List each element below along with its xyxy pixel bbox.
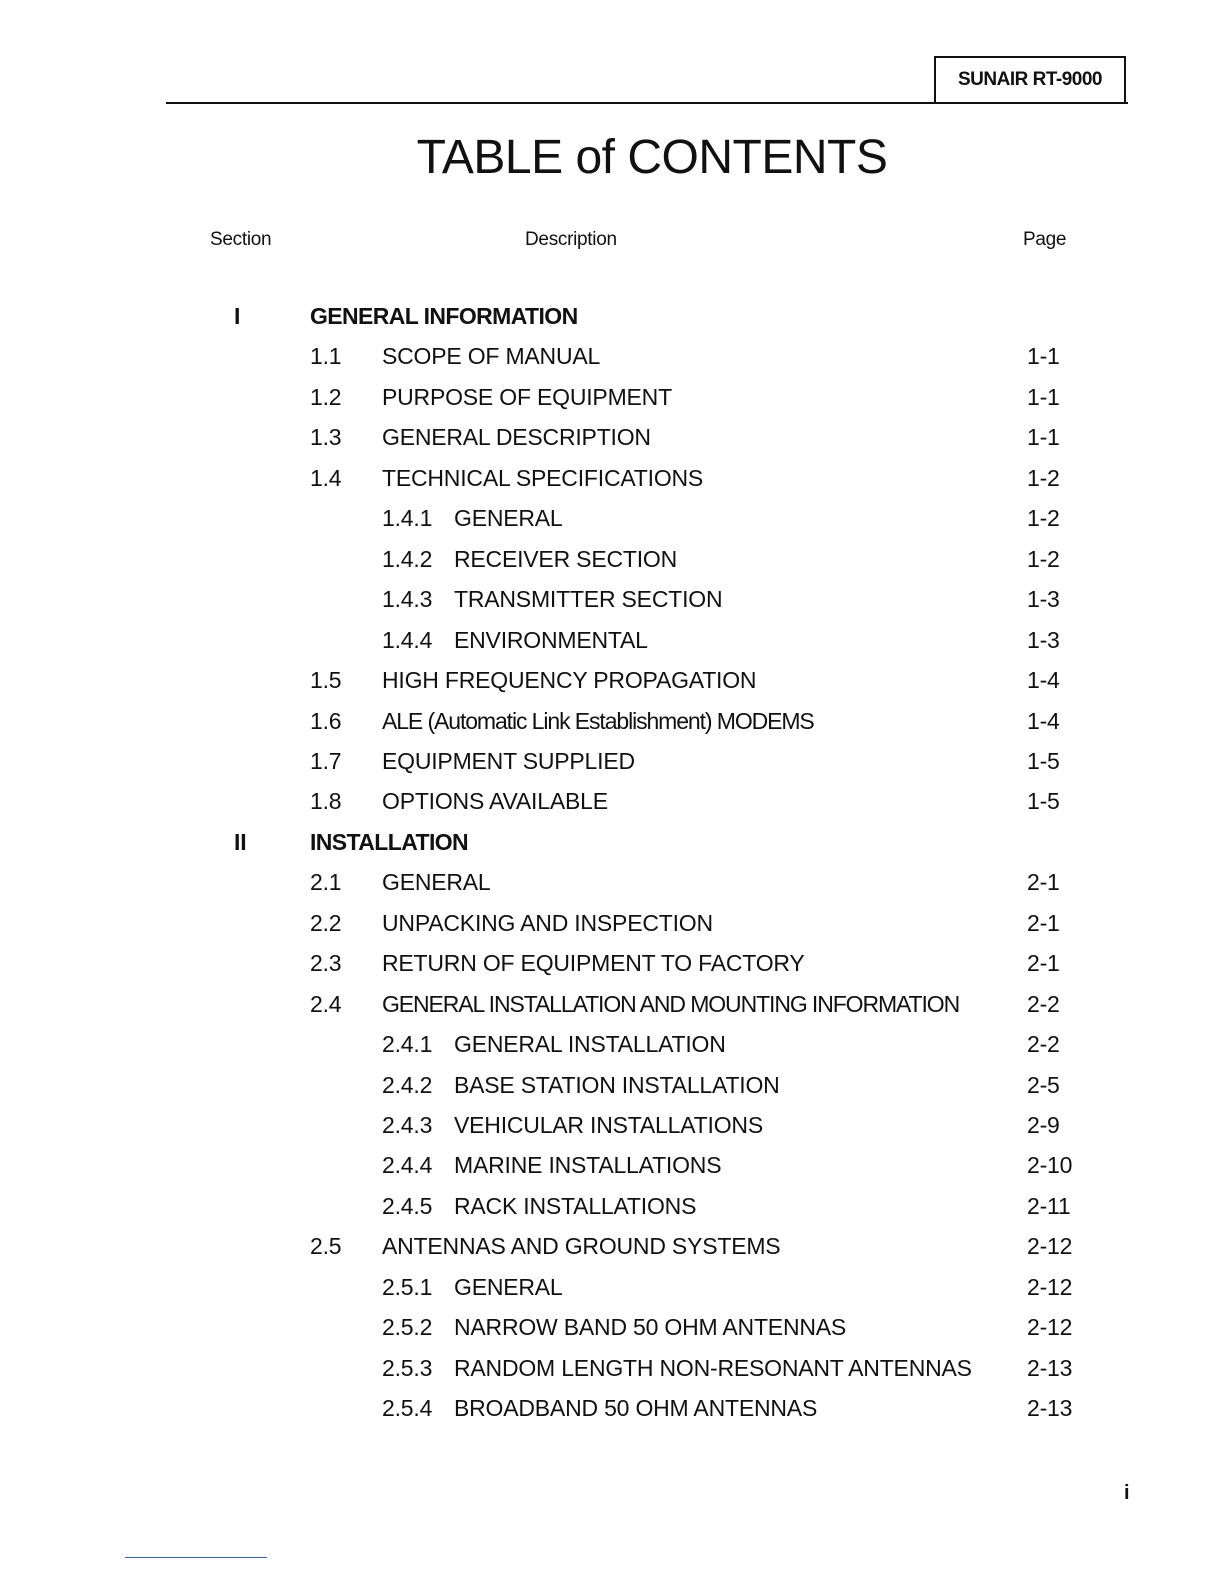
toc-entry-number: 1.4.3 [382,586,433,613]
toc-entry-number: 2.4.5 [382,1192,433,1219]
toc-entry-number: 2.4.1 [382,1031,433,1058]
toc-entry-page: 2-12 [1027,1314,1073,1341]
toc-entry-title: RETURN OF EQUIPMENT TO FACTORY [382,950,805,977]
page-number: i [1124,1482,1130,1504]
toc-entry-title: HIGH FREQUENCY PROPAGATION [382,667,757,694]
toc-entry-page: 2-12 [1027,1233,1073,1260]
toc-section-row [0,824,1224,860]
toc-entry-number: 2.4.2 [382,1071,433,1098]
toc-entry-title: GENERAL INFORMATION [310,303,578,329]
toc-entry-number: 1.8 [310,788,342,815]
toc-entry-number: 2.1 [310,869,342,896]
toc-entry-title: OPTIONS AVAILABLE [382,788,608,815]
toc-entry-title: TRANSMITTER SECTION [454,586,723,613]
toc-entry-row [0,1309,1224,1345]
toc-entry-title: INSTALLATION [310,828,469,855]
toc-entry-page: 1-2 [1027,545,1060,572]
toc-entry-title: RECEIVER SECTION [454,545,678,572]
toc-entry-title: GENERAL DESCRIPTION [382,424,651,451]
toc-entry-row [0,1147,1224,1183]
toc-entry-row [0,419,1224,455]
toc-entry-number: 1.1 [310,343,342,370]
toc-entry-row [0,1067,1224,1103]
toc-entry-page: 1-5 [1027,747,1060,774]
toc-entry-number: 2.5.4 [382,1395,433,1422]
toc-entry-row [0,460,1224,496]
toc-entry-row [0,662,1224,698]
toc-entry-page: 1-2 [1027,505,1060,532]
toc-entry-row [0,1026,1224,1062]
toc-entry-row [0,986,1224,1022]
toc-entry-number: 2.5.3 [382,1354,433,1381]
toc-entry-row [0,1228,1224,1264]
toc-entry-row [0,945,1224,981]
toc-entry-row [0,622,1224,658]
toc-entry-title: GENERAL INSTALLATION [454,1031,726,1058]
column-header-page: Page [1023,229,1067,250]
toc-entry-page: 1-3 [1027,626,1060,653]
toc-entry-title: RACK INSTALLATIONS [454,1192,697,1219]
toc-entry-page: 2-12 [1027,1273,1073,1300]
toc-entry-number: 2.5.1 [382,1273,433,1300]
toc-entry-title: UNPACKING AND INSPECTION [382,909,713,936]
toc-entry-page: 1-5 [1027,788,1060,815]
column-header-section: Section [210,229,272,250]
toc-entry-page: 2-2 [1027,1031,1060,1058]
toc-entry-page: 2-1 [1027,869,1060,896]
toc-entry-page: 2-13 [1027,1354,1073,1381]
toc-entry-page: 2-13 [1027,1395,1073,1422]
toc-entry-title: ANTENNAS AND GROUND SYSTEMS [382,1233,781,1260]
toc-entry-number: 2.5 [310,1233,342,1260]
toc-entry-title: PURPOSE OF EQUIPMENT [382,383,672,410]
toc-entry-title: TECHNICAL SPECIFICATIONS [382,464,704,491]
column-header-description: Description [525,229,617,250]
toc-entry-row [0,1107,1224,1143]
toc-entry-title: GENERAL [454,505,563,532]
toc-entry-row [0,1390,1224,1426]
toc-entry-title: ALE (Automatic Link Establishment) MODEMS [382,707,814,734]
toc-entry-page: 1-1 [1027,424,1060,451]
toc-entry-title: SCOPE OF MANUAL [382,343,601,370]
toc-entry-number: 1.4.1 [382,505,433,532]
model-header-box: SUNAIR RT-9000 [934,56,1126,104]
toc-entry-number: I [234,303,241,329]
toc-entry-row [0,703,1224,739]
toc-entry-number: 2.3 [310,950,342,977]
toc-entry-row [0,541,1224,577]
toc-entry-row [0,1269,1224,1305]
toc-entry-number: 2.4.4 [382,1152,433,1179]
footer-rule [125,1557,267,1558]
toc-entry-number: 1.2 [310,383,342,410]
toc-entry-number: 2.4.3 [382,1112,433,1138]
toc-entry-row [0,1350,1224,1386]
page-title: TABLE of CONTENTS [416,131,888,184]
toc-entry-page: 2-10 [1027,1152,1073,1179]
toc-entry-number: 1.5 [310,667,342,694]
toc-entry-row [0,500,1224,536]
toc-entry-number: 1.4.2 [382,545,433,572]
toc-entry-page: 2-1 [1027,909,1060,936]
toc-entry-title: GENERAL INSTALLATION AND MOUNTING INFORMATION [382,990,960,1017]
toc-entry-title: GENERAL [382,869,491,896]
toc-entry-number: 2.5.2 [382,1314,433,1341]
toc-entry-title: BROADBAND 50 OHM ANTENNAS [454,1395,818,1422]
toc-entry-row [0,581,1224,617]
toc-entry-page: 2-11 [1027,1192,1071,1219]
toc-entry-title: VEHICULAR INSTALLATIONS [454,1112,763,1138]
toc-entry-row [0,338,1224,374]
toc-section-row [0,298,1224,334]
toc-entry-page: 1-4 [1027,707,1060,734]
toc-entry-row [0,743,1224,779]
toc-entry-page: 1-3 [1027,586,1060,613]
toc-entry-number: 1.7 [310,747,342,774]
toc-entry-title: RANDOM LENGTH NON-RESONANT ANTENNAS [454,1354,972,1381]
toc-entry-row [0,1188,1224,1224]
toc-entry-page: 2-2 [1027,990,1060,1017]
toc-entry-number: 2.4 [310,990,342,1017]
toc-entry-title: NARROW BAND 50 OHM ANTENNAS [454,1314,847,1341]
toc-entry-row [0,379,1224,415]
toc-entry-number: 1.6 [310,707,342,734]
toc-entry-page: 2-9 [1027,1112,1060,1138]
toc-entry-title: EQUIPMENT SUPPLIED [382,747,635,774]
toc-entry-number: 1.3 [310,424,342,451]
toc-entry-title: MARINE INSTALLATIONS [454,1152,722,1179]
toc-entry-page: 2-5 [1027,1071,1060,1098]
toc-entry-page: 1-1 [1027,383,1060,410]
toc-entry-page: 1-4 [1027,667,1060,694]
toc-entry-row [0,864,1224,900]
toc-entry-title: GENERAL [454,1273,563,1300]
toc-entry-row [0,783,1224,819]
toc-entry-title: ENVIRONMENTAL [454,626,648,653]
toc-entry-number: II [234,828,247,855]
toc-entry-page: 2-1 [1027,950,1060,977]
toc-entry-page: 1-2 [1027,464,1060,491]
toc-entry-number: 1.4.4 [382,626,433,653]
toc-entry-number: 2.2 [310,909,342,936]
toc-entry-page: 1-1 [1027,343,1060,370]
header-rule [166,102,1128,104]
toc-entry-row [0,905,1224,941]
toc-entry-title: BASE STATION INSTALLATION [454,1071,780,1098]
toc-entry-number: 1.4 [310,464,342,491]
